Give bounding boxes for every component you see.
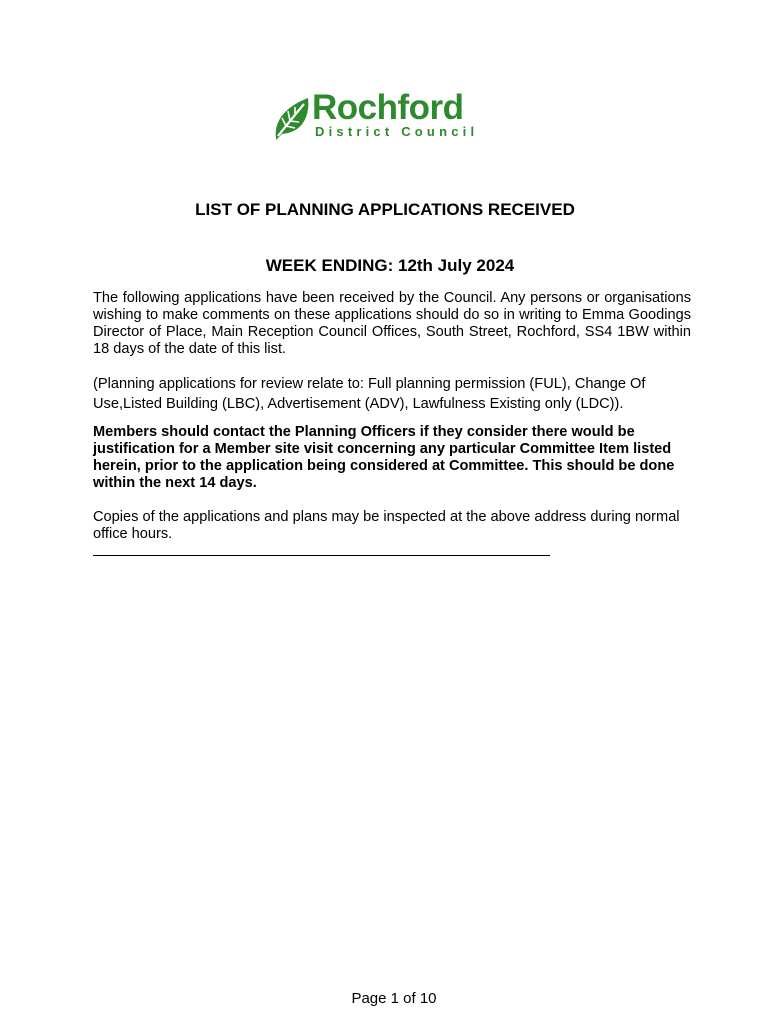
divider-line [93, 555, 550, 556]
week-ending-heading: WEEK ENDING: 12th July 2024 [265, 256, 515, 275]
logo-name: Rochford [312, 88, 464, 127]
page-number: Page 1 of 10 [351, 990, 437, 1007]
members-notice-paragraph: Members should contact the Planning Officers if they consider there would be justification for a Member site visit concerning any particular Committee Item listed herein, prior to the application being considered at Committee. This should be done within the next 14 days. [93, 424, 675, 491]
council-logo [268, 88, 498, 144]
document-title: LIST OF PLANNING APPLICATIONS RECEIVED [195, 200, 575, 219]
leaf-icon [268, 94, 316, 142]
logo-subtitle: District Council [315, 124, 479, 139]
inspection-paragraph: Copies of the applications and plans may be inspected at the above address during normal office hours. [93, 509, 680, 542]
intro-paragraph: The following applications have been received by the Council. Any persons or organisations wishing to make comments on these applications should do so in writing to Emma Goodings Director of Place, Main Reception Council Offices, South Street, Rochford, SS4 1BW within 18 days of the date of this list. [93, 290, 691, 357]
application-types-paragraph: (Planning applications for review relate to: Full planning permission (FUL), Change Of Use,Listed Building (LBC), Advertisement (ADV), Lawfulness Existing only (LDC)). [93, 376, 646, 412]
